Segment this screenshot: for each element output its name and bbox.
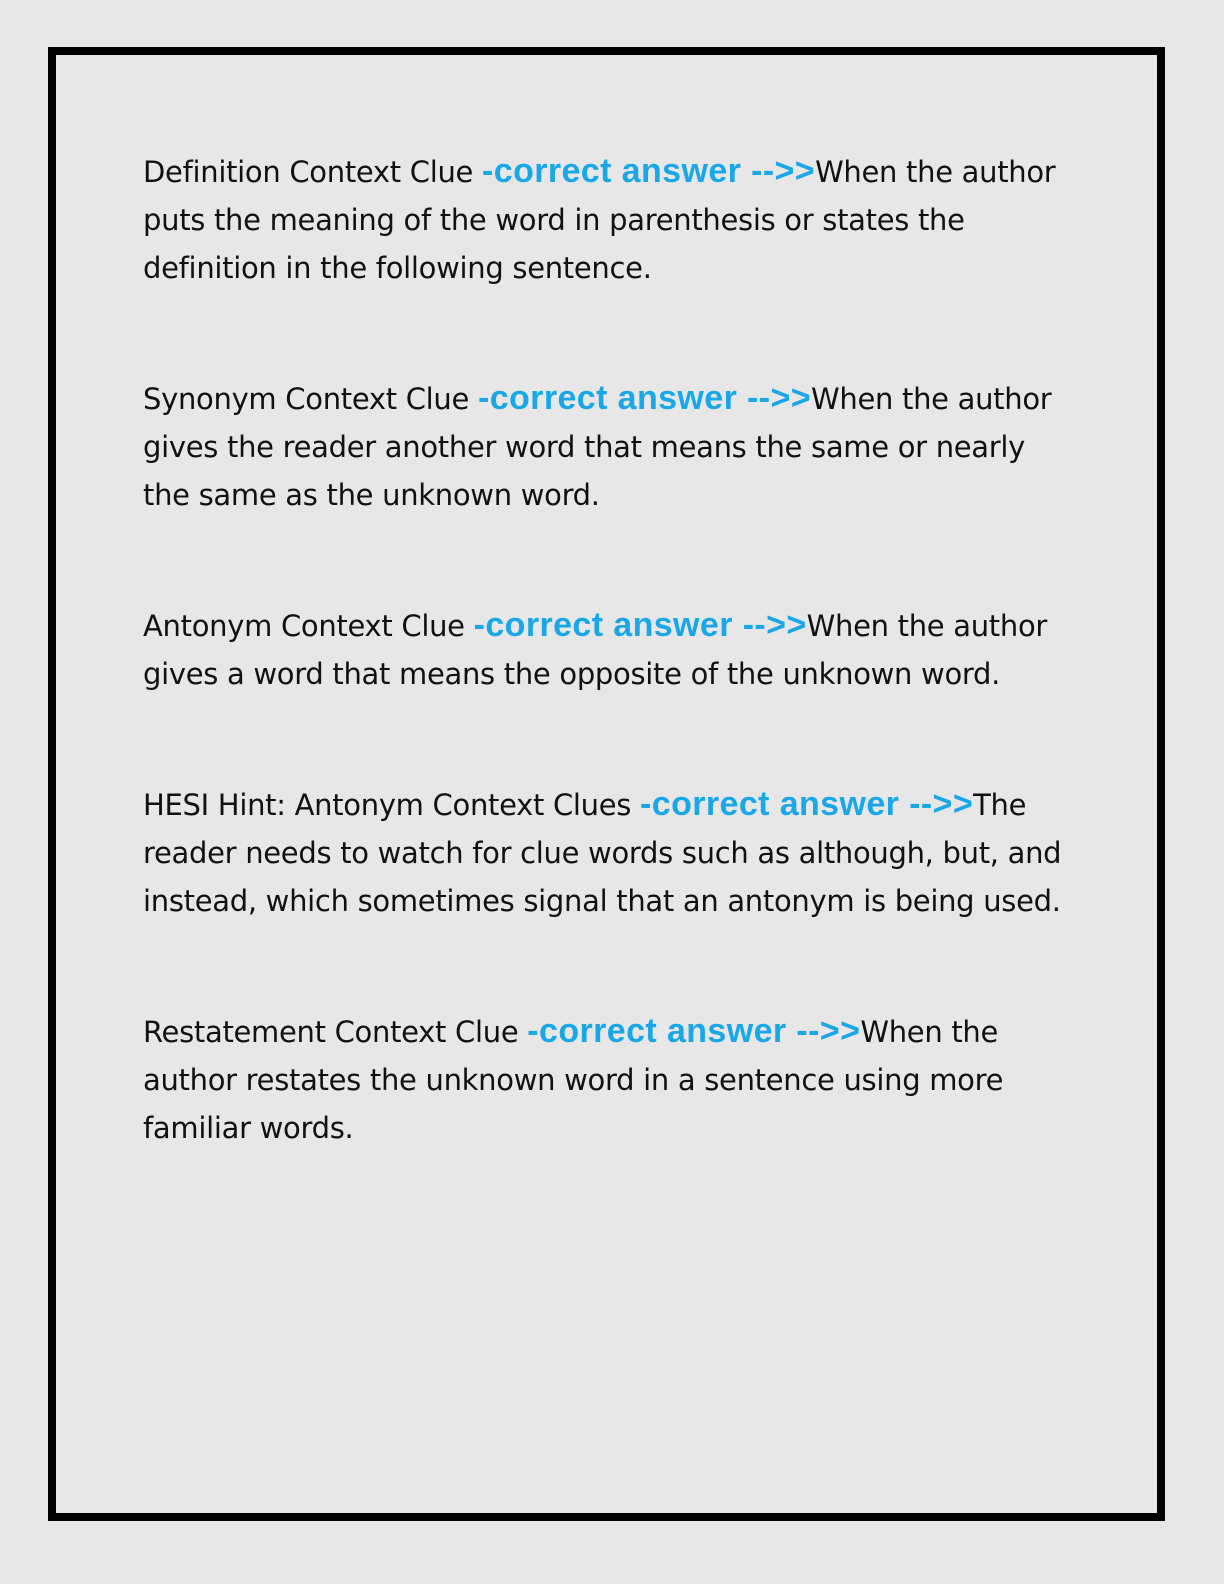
entry-answer: When the author gives the reader another word that means the same or nearly the same as the unknown word.	[143, 382, 1052, 512]
entry-term: Definition Context Clue	[143, 155, 474, 189]
entry-definition-context-clue	[143, 147, 1073, 292]
entry-term: Antonym Context Clue	[143, 609, 465, 643]
correct-answer-marker: -correct answer -->>	[640, 785, 974, 823]
entry-answer: When the author gives a word that means the opposite of the unknown word.	[143, 609, 1048, 691]
correct-answer-marker: -correct answer -->>	[473, 606, 807, 644]
entry-synonym-context-clue	[143, 374, 1073, 519]
entry-restatement-context-clue	[143, 1007, 1073, 1152]
entry-answer: When the author puts the meaning of the word in parenthesis or states the definition in the following sentence.	[143, 155, 1056, 285]
entry-term: Restatement Context Clue	[143, 1015, 519, 1049]
entry-antonym-context-clue	[143, 601, 1073, 698]
entry-answer: The reader needs to watch for clue words such as although, but, and instead, which sometimes signal that an antonym is being used.	[143, 788, 1062, 918]
entry-hesi-hint-antonym	[143, 780, 1073, 925]
entry-answer: When the author restates the unknown word in a sentence using more familiar words.	[143, 1015, 1004, 1145]
entry-term: HESI Hint: Antonym Context Clues	[143, 788, 632, 822]
correct-answer-marker: -correct answer -->>	[477, 379, 812, 417]
correct-answer-marker: -correct answer -->>	[527, 1012, 861, 1050]
correct-answer-marker: -correct answer -->>	[482, 152, 816, 190]
entry-term: Synonym Context Clue	[143, 382, 470, 416]
flashcard-list	[143, 147, 1073, 1152]
